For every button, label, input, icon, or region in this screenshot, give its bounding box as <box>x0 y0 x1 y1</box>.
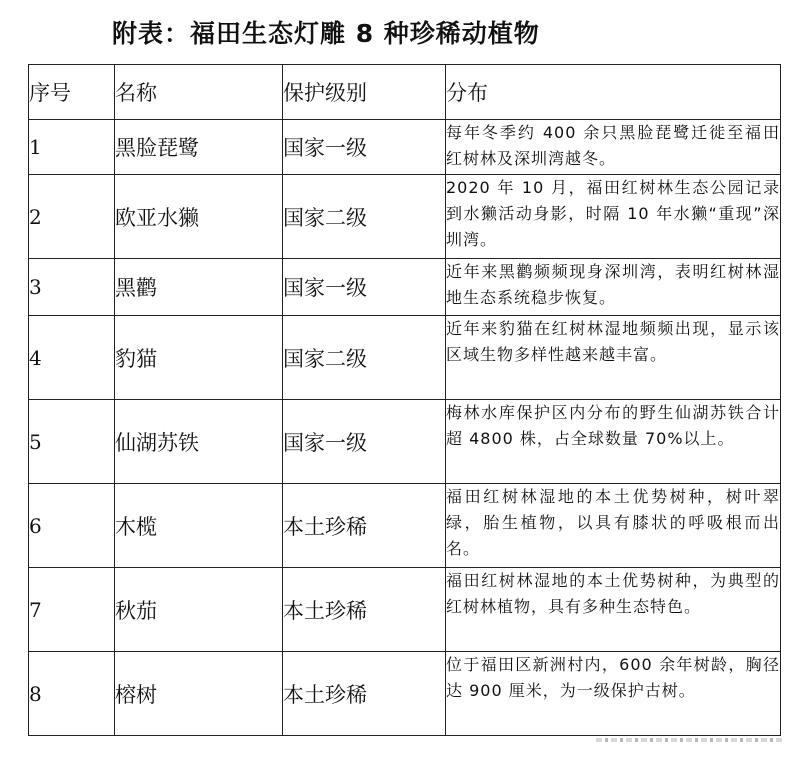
row-seq: 3 <box>29 259 115 316</box>
row-protection-level: 本土珍稀 <box>283 652 446 736</box>
table-row <box>29 259 781 316</box>
row-distribution: 近年来豹猫在红树林湿地频频出现，显示该区域生物多样性越来越丰富。 <box>446 316 781 400</box>
row-protection-level: 国家一级 <box>283 259 446 316</box>
row-seq: 6 <box>29 484 115 568</box>
species-table <box>28 64 781 736</box>
row-name: 欧亚水獭 <box>115 175 283 259</box>
table-row <box>29 316 781 400</box>
row-protection-level: 国家一级 <box>283 400 446 484</box>
row-seq: 2 <box>29 175 115 259</box>
row-name: 秋茄 <box>115 568 283 652</box>
row-protection-level: 国家二级 <box>283 316 446 400</box>
decorative-stripe <box>596 738 782 742</box>
row-protection-level: 本土珍稀 <box>283 484 446 568</box>
table-row <box>29 484 781 568</box>
header-protection-level: 保护级别 <box>283 65 446 120</box>
row-distribution: 近年来黑鹳频频现身深圳湾，表明红树林湿地生态系统稳步恢复。 <box>446 259 781 316</box>
row-name: 黑脸琵鹭 <box>115 120 283 175</box>
row-name: 木榄 <box>115 484 283 568</box>
page-title: 附表：福田生态灯雕 8 种珍稀动植物 <box>112 19 540 48</box>
row-name: 黑鹳 <box>115 259 283 316</box>
header-seq: 序号 <box>29 65 115 120</box>
row-distribution: 梅林水库保护区内分布的野生仙湖苏铁合计超 4800 株，占全球数量 70%以上。 <box>446 400 781 484</box>
row-distribution: 福田红树林湿地的本土优势树种，为典型的红树林植物，具有多种生态特色。 <box>446 568 781 652</box>
row-distribution: 位于福田区新洲村内，600 余年树龄，胸径达 900 厘米，为一级保护古树。 <box>446 652 781 736</box>
row-seq: 5 <box>29 400 115 484</box>
row-name: 豹猫 <box>115 316 283 400</box>
table-row <box>29 175 781 259</box>
row-protection-level: 国家一级 <box>283 120 446 175</box>
row-seq: 1 <box>29 120 115 175</box>
table-header-row <box>29 65 781 120</box>
table-row <box>29 400 781 484</box>
table-row <box>29 652 781 736</box>
row-seq: 4 <box>29 316 115 400</box>
header-name: 名称 <box>115 65 283 120</box>
table-row <box>29 120 781 175</box>
row-distribution: 每年冬季约 400 余只黑脸琵鹭迁徙至福田红树林及深圳湾越冬。 <box>446 120 781 175</box>
header-distribution: 分布 <box>446 65 781 120</box>
row-seq: 8 <box>29 652 115 736</box>
row-protection-level: 本土珍稀 <box>283 568 446 652</box>
table-row <box>29 568 781 652</box>
row-name: 仙湖苏铁 <box>115 400 283 484</box>
row-distribution: 2020 年 10 月，福田红树林生态公园记录到水獭活动身影，时隔 10 年水獭“重现”深圳湾。 <box>446 175 781 259</box>
row-seq: 7 <box>29 568 115 652</box>
row-name: 榕树 <box>115 652 283 736</box>
row-distribution: 福田红树林湿地的本土优势树种，树叶翠绿，胎生植物，以具有膝状的呼吸根而出名。 <box>446 484 781 568</box>
row-protection-level: 国家二级 <box>283 175 446 259</box>
